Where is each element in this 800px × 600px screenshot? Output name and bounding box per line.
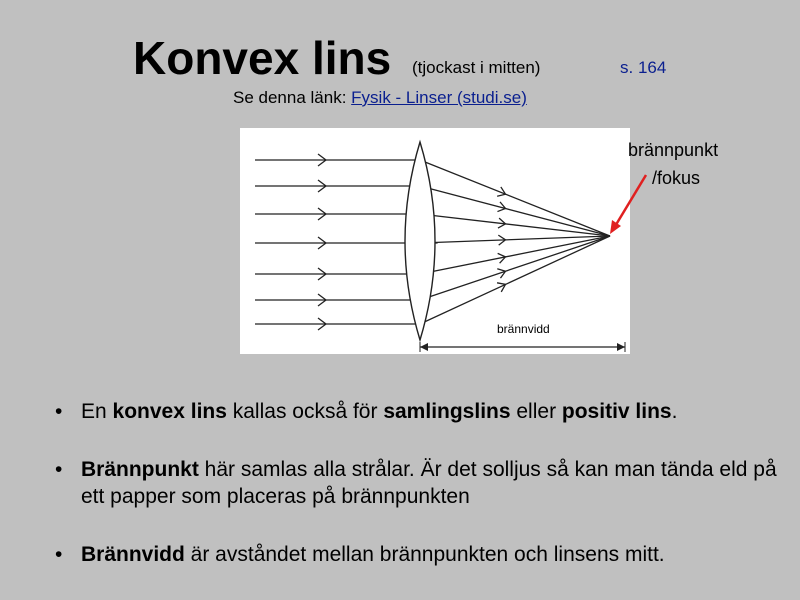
studi-link[interactable]: Fysik - Linser (studi.se) [351,88,527,107]
focal-length-label: brännvidd [497,322,550,336]
focus-label-line1: brännpunkt [628,140,719,160]
bullet-dot-icon: • [55,458,63,481]
bullet-brannpunkt [55,456,780,510]
focal-arrow-left [420,343,428,351]
title-subtitle: (tjockast i mitten) [412,58,541,77]
bullet-dot-icon: • [55,543,63,566]
lens-diagram [240,128,630,354]
convex-lens [405,142,435,340]
bullet-text: En konvex lins kallas också för samlingslins eller positiv lins. [81,400,678,423]
link-line [233,87,527,109]
focal-arrow-right [617,343,625,351]
converging-ray [420,236,610,324]
bullet-text: Brännpunkt här samlas alla strålar. Är det solljus så kan man tända eld på ett papper som placeras på brännpunkten [81,458,777,508]
bullet-text: Brännvidd är avståndet mellan brännpunkten och linsens mitt. [81,543,665,566]
lens-figure [240,128,630,354]
focus-label-line2: /fokus [652,168,701,188]
bullet-dot-icon: • [55,400,63,423]
page-reference: s. 164 [620,58,667,77]
converging-ray [420,186,610,236]
link-prefix: Se denna länk: [233,88,352,107]
slide-title: Konvex lins [133,32,392,84]
bullet-konvex-lins [55,398,780,425]
bullet-brannvidd [55,541,780,568]
